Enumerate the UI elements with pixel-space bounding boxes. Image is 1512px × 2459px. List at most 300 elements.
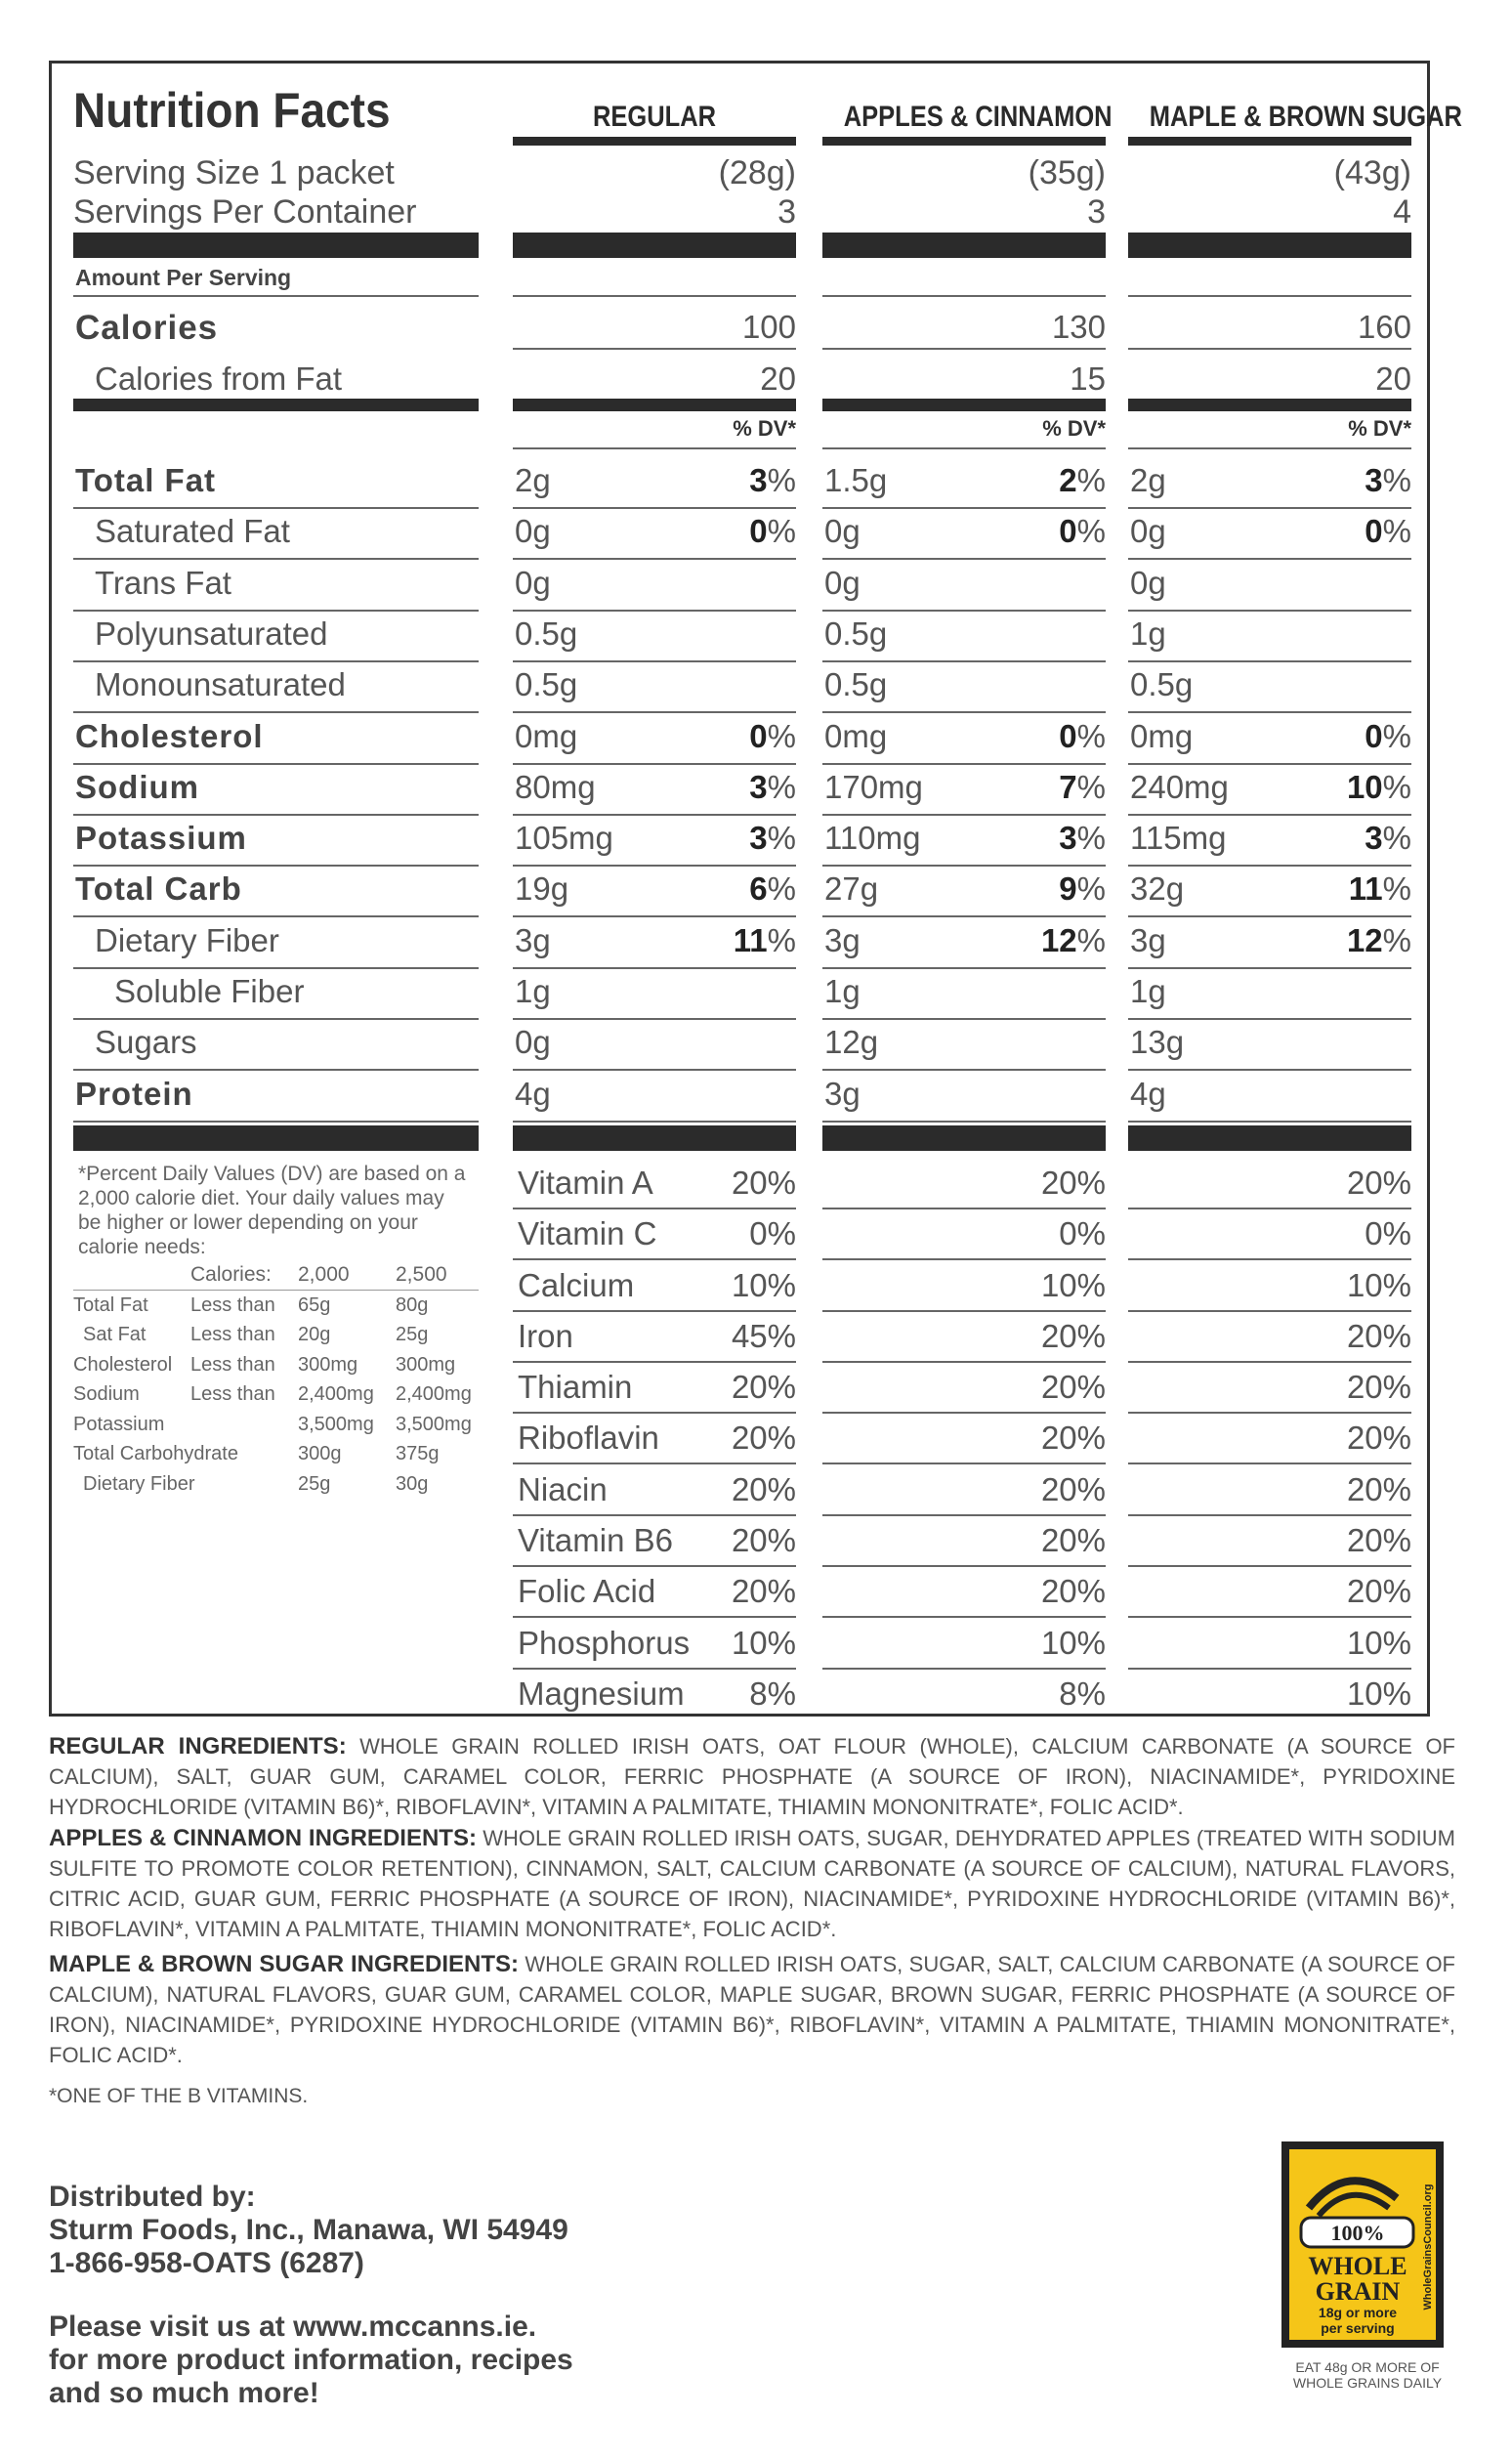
serving-value: (43g) bbox=[1333, 154, 1411, 191]
rule bbox=[1128, 967, 1411, 969]
dv-table-cell: Sat Fat bbox=[83, 1324, 147, 1346]
rule bbox=[513, 915, 796, 917]
ingredients-heading: APPLES & CINNAMON INGREDIENTS: bbox=[49, 1825, 477, 1851]
rule bbox=[1128, 660, 1411, 662]
dv-table-cell: Less than bbox=[190, 1324, 275, 1346]
dv-table-cell: 2,400mg bbox=[298, 1383, 374, 1406]
medium-rule bbox=[1128, 399, 1411, 411]
ingredients-text: WHOLE GRAIN ROLLED IRISH OATS, OAT FLOUR (WHOLE), CALCIUM CARBONATE (A SOURCE OF CALCIUM), SALT, GUAR GUM, CARAMEL COLOR, FERRIC PHOSPHATE (A SOURCE OF IRON), NIACINAMIDE*, PYRIDOXINE HYDROCHLORIDE (VITAMIN B6)*, RIBOFLAVIN*, VITAMIN A PALMITATE, THIAMIN MONONITRATE*, FOLIC ACID*. bbox=[49, 1734, 1455, 1819]
rule bbox=[1128, 447, 1411, 449]
visit-block bbox=[49, 2311, 573, 2410]
rule bbox=[822, 1616, 1106, 1618]
vitamin-value: 8% bbox=[749, 1675, 796, 1712]
nutrient-amount: 0g bbox=[824, 513, 861, 550]
rule bbox=[1128, 295, 1411, 297]
rule bbox=[1128, 1412, 1411, 1414]
dv-header: % DV* bbox=[733, 416, 796, 441]
rule bbox=[822, 1463, 1106, 1464]
rule bbox=[1128, 1668, 1411, 1670]
vitamin-value: 20% bbox=[1346, 1573, 1411, 1610]
nutrient-amount: 0.5g bbox=[1130, 666, 1194, 703]
nutrient-dv: 0% bbox=[1365, 513, 1411, 550]
dv-header: % DV* bbox=[1042, 416, 1106, 441]
rule bbox=[513, 1565, 796, 1567]
rule bbox=[513, 295, 796, 297]
rule bbox=[822, 1208, 1106, 1209]
nutrient-amount: 4g bbox=[1130, 1075, 1166, 1112]
dv-table-cell: 2,400mg bbox=[396, 1383, 472, 1406]
rule bbox=[822, 1018, 1106, 1020]
nutrient-label: Potassium bbox=[75, 820, 247, 857]
vitamin-value: 20% bbox=[1346, 1369, 1411, 1406]
thick-rule bbox=[822, 1125, 1106, 1151]
rule bbox=[513, 711, 796, 713]
nutrient-dv: 3% bbox=[749, 820, 796, 857]
rule bbox=[513, 814, 796, 816]
vitamin-value: 20% bbox=[1040, 1470, 1106, 1507]
vitamin-value: 20% bbox=[1040, 1164, 1106, 1201]
rule bbox=[1128, 763, 1411, 765]
dv-table-cell: Total Fat bbox=[73, 1293, 148, 1316]
nutrient-amount: 1g bbox=[1130, 973, 1166, 1009]
nutrient-label: Total Fat bbox=[75, 462, 217, 498]
nutrient-dv: 11% bbox=[1348, 870, 1411, 908]
rule bbox=[73, 865, 479, 867]
nutrient-amount: 105mg bbox=[515, 820, 613, 857]
medium-rule bbox=[73, 399, 479, 411]
rule bbox=[513, 967, 796, 969]
vitamin-value: 10% bbox=[1346, 1266, 1411, 1303]
thick-rule bbox=[73, 233, 479, 258]
rule bbox=[1128, 915, 1411, 917]
cal-fat-value: 20 bbox=[1375, 360, 1411, 397]
whole-grain-stamp-icon bbox=[1280, 2140, 1446, 2350]
dv-table-cell: 300mg bbox=[396, 1353, 456, 1376]
calories-value: 100 bbox=[741, 309, 796, 345]
rule bbox=[73, 711, 479, 713]
ingredients-text: WHOLE GRAIN ROLLED IRISH OATS, SUGAR, DEHYDRATED APPLES (TREATED WITH SODIUM SULFITE TO PROMOTE COLOR RETENTION), CINNAMON, SALT, CALCIUM CARBONATE (A SOURCE OF CALCIUM), NATURAL FLAVORS, CITRIC ACID, GUAR GUM, FERRIC PHOSPHATE (A SOURCE OF IRON), NIACINAMIDE*, PYRIDOXINE HYDROCHLORIDE (VITAMIN B6)*, RIBOFLAVIN*, VITAMIN A PALMITATE, THIAMIN MONONITRATE*, FOLIC ACID*. bbox=[49, 1826, 1456, 1941]
rule bbox=[822, 915, 1106, 917]
nutrient-label: Polyunsaturated bbox=[95, 615, 328, 652]
rule bbox=[73, 814, 479, 816]
ingredients-paragraph bbox=[49, 1949, 1455, 2070]
thick-rule bbox=[513, 233, 796, 258]
nutrient-amount: 115mg bbox=[1130, 820, 1227, 857]
vitamin-label: Vitamin B6 bbox=[518, 1522, 673, 1558]
rule bbox=[73, 295, 479, 297]
dv-table-cell: 3,500mg bbox=[298, 1413, 374, 1435]
rule bbox=[822, 814, 1106, 816]
nutrient-dv: 3% bbox=[749, 768, 796, 805]
rule bbox=[1128, 558, 1411, 560]
vitamin-label: Niacin bbox=[518, 1470, 608, 1507]
nutrient-dv: 3% bbox=[1059, 820, 1106, 857]
dv-table-cell: 30g bbox=[396, 1472, 429, 1495]
distributor-line: Distributed by: bbox=[49, 2181, 256, 2213]
rule bbox=[513, 1668, 796, 1670]
column-header-rule bbox=[1128, 137, 1411, 146]
rule bbox=[73, 660, 479, 662]
vitamin-value: 20% bbox=[1346, 1164, 1411, 1201]
dv-table-cell: 80g bbox=[396, 1293, 429, 1316]
dv-table-cell: Less than bbox=[190, 1293, 275, 1316]
stamp-note: EAT 48g OR MORE OF WHOLE GRAINS DAILY bbox=[1292, 2359, 1443, 2391]
rule bbox=[1128, 610, 1411, 612]
ingredients-heading: MAPLE & BROWN SUGAR INGREDIENTS: bbox=[49, 1951, 520, 1977]
vitamin-value: 20% bbox=[731, 1369, 796, 1406]
thick-rule bbox=[1128, 233, 1411, 258]
servings-value: 4 bbox=[1393, 193, 1411, 231]
rule bbox=[513, 507, 796, 509]
vitamin-value: 20% bbox=[1040, 1420, 1106, 1457]
nutrient-dv: 0% bbox=[1365, 717, 1411, 754]
vitamin-value: 20% bbox=[1346, 1317, 1411, 1354]
vitamin-value: 10% bbox=[1040, 1624, 1106, 1661]
dv-table-header: Calories: bbox=[190, 1262, 272, 1286]
nutrient-amount: 80mg bbox=[515, 768, 596, 805]
nutrient-label: Protein bbox=[75, 1075, 193, 1112]
rule bbox=[513, 1069, 796, 1071]
nutrient-dv: 12% bbox=[1040, 921, 1106, 958]
rule bbox=[513, 1463, 796, 1464]
rule bbox=[513, 1514, 796, 1516]
rule bbox=[73, 610, 479, 612]
servings-label: Servings Per Container bbox=[73, 193, 417, 231]
ingredients-text: WHOLE GRAIN ROLLED IRISH OATS, SUGAR, SALT, CALCIUM CARBONATE (A SOURCE OF CALCIUM), NATURAL FLAVORS, GUAR GUM, CARAMEL COLOR, MAPLE SUGAR, BROWN SUGAR, FERRIC PHOSPHATE (A SOURCE OF IRON), NIACINAMIDE*, PYRIDOXINE HYDROCHLORIDE (VITAMIN B6)*, RIBOFLAVIN*, VITAMIN A PALMITATE, THIAMIN MONONITRATE*, FOLIC ACID*. bbox=[49, 1952, 1455, 2067]
medium-rule bbox=[513, 399, 796, 411]
rule bbox=[822, 1121, 1106, 1123]
rule bbox=[73, 1069, 479, 1071]
rule bbox=[1128, 1310, 1411, 1312]
nutrient-amount: 0g bbox=[515, 564, 551, 601]
column-header: MAPLE & BROWN SUGAR bbox=[1149, 101, 1462, 133]
calories-value: 130 bbox=[1051, 309, 1106, 345]
serving-size-label: Serving Size 1 packet bbox=[73, 154, 395, 191]
nutrient-amount: 4g bbox=[515, 1075, 551, 1112]
nutrient-label: Dietary Fiber bbox=[95, 921, 279, 958]
vitamin-value: 20% bbox=[731, 1420, 796, 1457]
panel-title: Nutrition Facts bbox=[73, 83, 391, 138]
servings-value: 3 bbox=[777, 193, 796, 231]
cal-fat-value: 20 bbox=[760, 360, 796, 397]
rule bbox=[1128, 1258, 1411, 1260]
rule bbox=[1128, 348, 1411, 350]
medium-rule bbox=[822, 399, 1106, 411]
column-header: APPLES & CINNAMON bbox=[843, 101, 1113, 133]
nutrient-dv: 0% bbox=[749, 513, 796, 550]
nutrient-amount: 3g bbox=[824, 1075, 861, 1112]
stamp-line4: per serving bbox=[1321, 2320, 1395, 2336]
dv-table-cell: 25g bbox=[396, 1324, 429, 1346]
nutrient-dv: 3% bbox=[749, 462, 796, 498]
rule bbox=[73, 967, 479, 969]
rule bbox=[1128, 865, 1411, 867]
nutrient-amount: 32g bbox=[1130, 870, 1185, 908]
dv-table-cell: 300g bbox=[298, 1443, 342, 1465]
visit-line: and so much more! bbox=[49, 2377, 319, 2409]
calories-label: Calories bbox=[75, 309, 219, 347]
dv-table-cell: 3,500mg bbox=[396, 1413, 472, 1435]
vitamin-value: 20% bbox=[1040, 1573, 1106, 1610]
rule bbox=[822, 348, 1106, 350]
nutrient-label: Total Carb bbox=[75, 870, 242, 908]
vitamin-value: 20% bbox=[731, 1164, 796, 1201]
dv-table-cell: Less than bbox=[190, 1383, 275, 1406]
rule bbox=[822, 660, 1106, 662]
nutrient-label: Saturated Fat bbox=[95, 513, 290, 550]
vitamin-label: Calcium bbox=[518, 1266, 635, 1303]
nutrient-amount: 0mg bbox=[1130, 717, 1194, 754]
cal-fat-label: Calories from Fat bbox=[95, 360, 343, 397]
thick-rule bbox=[822, 233, 1106, 258]
dv-table-header: 2,500 bbox=[396, 1262, 447, 1286]
thick-rule bbox=[513, 1125, 796, 1151]
rule bbox=[822, 447, 1106, 449]
rule bbox=[1128, 711, 1411, 713]
thick-rule bbox=[1128, 1125, 1411, 1151]
nutrient-amount: 1g bbox=[515, 973, 551, 1009]
nutrient-amount: 0.5g bbox=[515, 615, 578, 652]
rule bbox=[822, 763, 1106, 765]
nutrient-label: Cholesterol bbox=[75, 717, 264, 754]
rule bbox=[513, 1121, 796, 1123]
rule bbox=[1128, 1514, 1411, 1516]
vitamin-value: 0% bbox=[1059, 1215, 1106, 1252]
nutrient-amount: 1g bbox=[1130, 615, 1166, 652]
rule bbox=[513, 447, 796, 449]
dv-table-cell: 375g bbox=[396, 1443, 440, 1465]
vitamin-value: 10% bbox=[1346, 1675, 1411, 1712]
vitamin-value: 0% bbox=[749, 1215, 796, 1252]
nutrient-dv: 2% bbox=[1059, 462, 1106, 498]
nutrient-amount: 3g bbox=[515, 921, 551, 958]
visit-line: Please visit us at www.mccanns.ie. bbox=[49, 2311, 537, 2343]
rule bbox=[822, 967, 1106, 969]
vitamin-label: Vitamin A bbox=[518, 1164, 653, 1201]
dv-table-cell: 25g bbox=[298, 1472, 331, 1495]
rule bbox=[73, 558, 479, 560]
servings-value: 3 bbox=[1087, 193, 1106, 231]
visit-line: for more product information, recipes bbox=[49, 2344, 573, 2376]
vitamin-value: 20% bbox=[731, 1573, 796, 1610]
dv-table-cell: Dietary Fiber bbox=[83, 1472, 195, 1495]
nutrient-dv: 3% bbox=[1365, 820, 1411, 857]
nutrient-amount: 19g bbox=[515, 870, 569, 908]
nutrient-label: Soluble Fiber bbox=[114, 973, 305, 1009]
nutrient-amount: 12g bbox=[824, 1024, 879, 1061]
nutrient-amount: 2g bbox=[1130, 462, 1166, 498]
nutrient-amount: 1g bbox=[824, 973, 861, 1009]
rule bbox=[1128, 1121, 1411, 1123]
vitamin-value: 20% bbox=[1040, 1522, 1106, 1558]
vitamin-label: Magnesium bbox=[518, 1675, 685, 1712]
vitamin-label: Vitamin C bbox=[518, 1215, 657, 1252]
vitamin-value: 20% bbox=[1346, 1522, 1411, 1558]
vitamin-label: Riboflavin bbox=[518, 1420, 659, 1457]
dv-footnote: *Percent Daily Values (DV) are based on a 2,000 calorie diet. Your daily values may be higher or lower depending on your calorie needs: bbox=[78, 1162, 466, 1258]
serving-value: (28g) bbox=[718, 154, 796, 191]
nutrient-amount: 0g bbox=[515, 1024, 551, 1061]
nutrient-dv: 11% bbox=[733, 921, 796, 958]
rule bbox=[1128, 1463, 1411, 1464]
thick-rule bbox=[73, 1125, 479, 1151]
rule bbox=[513, 558, 796, 560]
rule bbox=[513, 1361, 796, 1363]
b-vitamins-note: *ONE OF THE B VITAMINS. bbox=[49, 2085, 309, 2107]
nutrient-amount: 0g bbox=[1130, 564, 1166, 601]
rule bbox=[1128, 1616, 1411, 1618]
nutrient-label: Monounsaturated bbox=[95, 666, 346, 703]
stamp-line1: WHOLE bbox=[1308, 2252, 1407, 2280]
dv-table-cell: 20g bbox=[298, 1324, 331, 1346]
dv-table-header: 2,000 bbox=[298, 1262, 350, 1286]
vitamin-value: 0% bbox=[1365, 1215, 1411, 1252]
rule bbox=[822, 711, 1106, 713]
serving-value: (35g) bbox=[1028, 154, 1106, 191]
rule bbox=[822, 1565, 1106, 1567]
rule bbox=[513, 865, 796, 867]
dv-table-cell: 300mg bbox=[298, 1353, 358, 1376]
rule bbox=[822, 610, 1106, 612]
rule bbox=[73, 1121, 479, 1123]
distributor-block bbox=[49, 2181, 568, 2280]
rule bbox=[1128, 1018, 1411, 1020]
dv-table-cell: Total Carbohydrate bbox=[73, 1443, 238, 1465]
rule bbox=[513, 1208, 796, 1209]
vitamin-value: 45% bbox=[731, 1317, 796, 1354]
vitamin-value: 10% bbox=[731, 1624, 796, 1661]
vitamin-value: 10% bbox=[731, 1266, 796, 1303]
nutrient-dv: 7% bbox=[1059, 768, 1106, 805]
nutrient-dv: 9% bbox=[1059, 870, 1106, 908]
nutrient-amount: 27g bbox=[824, 870, 879, 908]
rule bbox=[513, 1310, 796, 1312]
rule bbox=[822, 507, 1106, 509]
nutrient-dv: 6% bbox=[749, 870, 796, 908]
nutrient-label: Sodium bbox=[75, 768, 199, 805]
nutrient-dv: 12% bbox=[1346, 921, 1411, 958]
stamp-line2: GRAIN bbox=[1315, 2277, 1401, 2306]
nutrient-amount: 0mg bbox=[515, 717, 578, 754]
rule bbox=[1128, 1361, 1411, 1363]
rule bbox=[1128, 507, 1411, 509]
vitamin-label: Iron bbox=[518, 1317, 573, 1354]
rule bbox=[822, 558, 1106, 560]
vitamin-value: 20% bbox=[1040, 1369, 1106, 1406]
dv-header: % DV* bbox=[1348, 416, 1411, 441]
amount-label: Amount Per Serving bbox=[75, 265, 292, 290]
rule bbox=[822, 865, 1106, 867]
vitamin-value: 20% bbox=[731, 1522, 796, 1558]
nutrient-label: Sugars bbox=[95, 1024, 197, 1061]
nutrient-amount: 0mg bbox=[824, 717, 888, 754]
column-header-rule bbox=[513, 137, 796, 146]
nutrient-amount: 2g bbox=[515, 462, 551, 498]
vitamin-label: Folic Acid bbox=[518, 1573, 656, 1610]
vitamin-value: 20% bbox=[731, 1470, 796, 1507]
rule bbox=[513, 1616, 796, 1618]
vitamin-value: 20% bbox=[1040, 1317, 1106, 1354]
nutrient-amount: 0g bbox=[515, 513, 551, 550]
rule bbox=[822, 1412, 1106, 1414]
ingredients-paragraph bbox=[49, 1823, 1455, 1944]
nutrient-amount: 0.5g bbox=[824, 666, 888, 703]
rule bbox=[73, 507, 479, 509]
rule bbox=[513, 1258, 796, 1260]
nutrient-dv: 10% bbox=[1346, 768, 1411, 805]
vitamin-label: Thiamin bbox=[518, 1369, 633, 1406]
rule bbox=[73, 1290, 479, 1291]
vitamin-value: 20% bbox=[1346, 1420, 1411, 1457]
rule bbox=[822, 1310, 1106, 1312]
nutrient-amount: 240mg bbox=[1130, 768, 1229, 805]
rule bbox=[513, 763, 796, 765]
distributor-line: Sturm Foods, Inc., Manawa, WI 54949 bbox=[49, 2214, 568, 2246]
rule bbox=[1128, 1208, 1411, 1209]
column-header-rule bbox=[822, 137, 1106, 146]
rule bbox=[73, 1018, 479, 1020]
nutrient-amount: 3g bbox=[824, 921, 861, 958]
rule bbox=[73, 763, 479, 765]
nutrient-amount: 13g bbox=[1130, 1024, 1185, 1061]
nutrient-dv: 3% bbox=[1365, 462, 1411, 498]
nutrient-amount: 1.5g bbox=[824, 462, 888, 498]
nutrient-amount: 110mg bbox=[824, 820, 921, 857]
nutrient-amount: 0.5g bbox=[515, 666, 578, 703]
vitamin-label: Phosphorus bbox=[518, 1624, 691, 1661]
distributor-line: 1-866-958-OATS (6287) bbox=[49, 2247, 364, 2279]
nutrient-amount: 0g bbox=[1130, 513, 1166, 550]
nutrient-label: Trans Fat bbox=[95, 564, 231, 601]
rule bbox=[513, 348, 796, 350]
rule bbox=[822, 1514, 1106, 1516]
rule bbox=[513, 1018, 796, 1020]
stamp-line3: 18g or more bbox=[1318, 2305, 1398, 2320]
dv-table-cell: 65g bbox=[298, 1293, 331, 1316]
vitamin-value: 10% bbox=[1346, 1624, 1411, 1661]
nutrient-dv: 0% bbox=[1059, 717, 1106, 754]
nutrient-amount: 0g bbox=[824, 564, 861, 601]
nutrient-dv: 0% bbox=[1059, 513, 1106, 550]
vitamin-value: 8% bbox=[1059, 1675, 1106, 1712]
nutrient-amount: 170mg bbox=[824, 768, 923, 805]
rule bbox=[513, 610, 796, 612]
rule bbox=[1128, 1069, 1411, 1071]
ingredients-paragraph bbox=[49, 1731, 1455, 1822]
dv-table-cell: Sodium bbox=[73, 1383, 140, 1406]
rule bbox=[513, 1412, 796, 1414]
nutrient-dv: 0% bbox=[749, 717, 796, 754]
dv-table-cell: Less than bbox=[190, 1353, 275, 1376]
rule bbox=[822, 295, 1106, 297]
column-header: REGULAR bbox=[592, 101, 717, 133]
rule bbox=[822, 1258, 1106, 1260]
nutrient-amount: 0.5g bbox=[824, 615, 888, 652]
rule bbox=[73, 915, 479, 917]
stamp-side: WholeGrainsCouncil.org bbox=[1422, 2183, 1434, 2311]
calories-value: 160 bbox=[1357, 309, 1411, 345]
dv-table-cell: Potassium bbox=[73, 1413, 165, 1435]
rule bbox=[1128, 1565, 1411, 1567]
rule bbox=[822, 1668, 1106, 1670]
rule bbox=[1128, 814, 1411, 816]
nutrient-amount: 3g bbox=[1130, 921, 1166, 958]
ingredients-heading: REGULAR INGREDIENTS: bbox=[49, 1733, 347, 1759]
cal-fat-value: 15 bbox=[1070, 360, 1106, 397]
rule bbox=[822, 1361, 1106, 1363]
vitamin-value: 10% bbox=[1040, 1266, 1106, 1303]
rule bbox=[513, 660, 796, 662]
